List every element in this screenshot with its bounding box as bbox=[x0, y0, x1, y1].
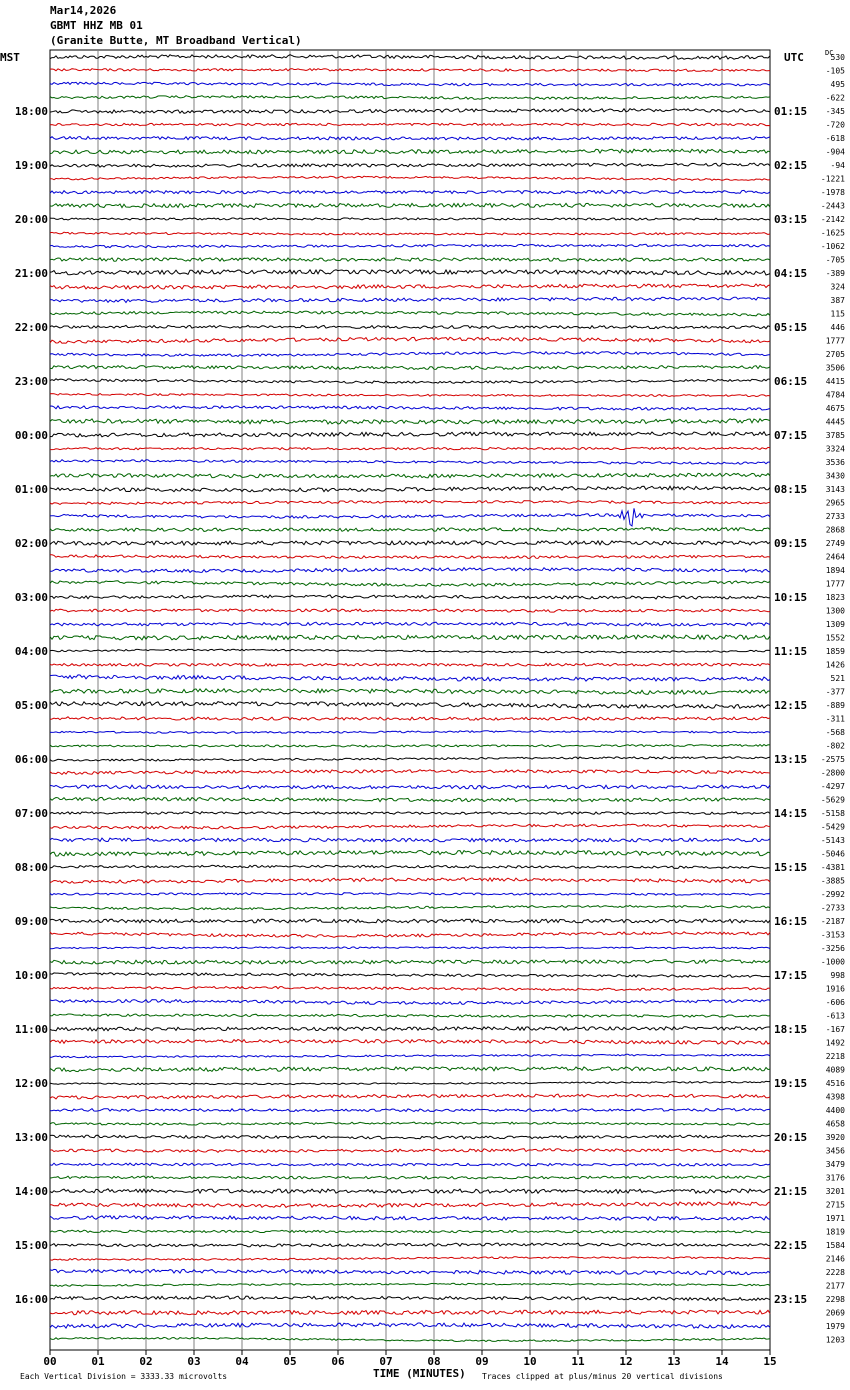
trace-line bbox=[50, 745, 770, 747]
trace-line bbox=[50, 486, 770, 492]
dc-offset-label: -5429 bbox=[820, 822, 845, 832]
dc-offset-label: 4675 bbox=[825, 404, 845, 413]
left-hour-label: 08:00 bbox=[14, 861, 48, 874]
x-tick-label: 12 bbox=[619, 1355, 633, 1368]
trace-line bbox=[50, 311, 770, 316]
x-tick-label: 08 bbox=[427, 1355, 441, 1368]
right-hour-label: 16:15 bbox=[774, 915, 808, 928]
dc-offset-label: 446 bbox=[830, 323, 845, 332]
dc-offset-label: 3506 bbox=[825, 363, 845, 373]
dc-offset-label: -2733 bbox=[820, 903, 845, 913]
dc-offset-label: 4516 bbox=[825, 1079, 845, 1088]
trace-line bbox=[50, 96, 770, 100]
dc-offset-label: 2228 bbox=[825, 1268, 845, 1277]
dc-offset-label: 3536 bbox=[825, 458, 845, 467]
right-hour-label: 11:15 bbox=[774, 645, 808, 658]
trace-line bbox=[50, 1269, 770, 1274]
trace-line bbox=[50, 893, 770, 896]
trace-line bbox=[50, 689, 770, 695]
dc-offset-label: 1777 bbox=[825, 579, 845, 589]
dc-offset-label: -705 bbox=[825, 255, 845, 265]
dc-offset-label: 4658 bbox=[825, 1119, 845, 1129]
right-hour-label: 18:15 bbox=[774, 1023, 808, 1036]
dc-offset-label: 4089 bbox=[825, 1065, 845, 1075]
dc-offset-label: 3201 bbox=[825, 1187, 845, 1196]
right-hour-label: 03:15 bbox=[774, 213, 808, 226]
dc-offset-label: 4784 bbox=[825, 390, 845, 400]
dc-offset-label: -3256 bbox=[820, 944, 845, 953]
dc-offset-label: 3324 bbox=[825, 444, 845, 454]
x-tick-label: 04 bbox=[235, 1355, 249, 1368]
trace-line bbox=[50, 244, 770, 247]
dc-offset-label: -904 bbox=[825, 147, 845, 157]
plot-frame bbox=[50, 50, 770, 1350]
right-hour-label: 10:15 bbox=[774, 591, 808, 604]
dc-offset-label: 998 bbox=[830, 971, 845, 980]
right-timezone-label: UTC bbox=[784, 51, 804, 64]
dc-offset-label: 521 bbox=[830, 674, 845, 683]
left-hour-label: 11:00 bbox=[14, 1023, 48, 1036]
dc-offset-label: 1426 bbox=[825, 660, 845, 670]
trace-line bbox=[50, 1135, 770, 1139]
trace-line bbox=[50, 1014, 770, 1017]
right-hour-label: 05:15 bbox=[774, 321, 808, 334]
dc-offset-label: 387 bbox=[830, 296, 845, 305]
dc-offset-label: 2298 bbox=[825, 1295, 845, 1304]
x-tick-label: 10 bbox=[523, 1355, 537, 1368]
trace-line bbox=[50, 595, 770, 599]
trace-line bbox=[50, 1067, 770, 1072]
dc-offset-label: -5158 bbox=[820, 809, 845, 818]
x-tick-label: 05 bbox=[283, 1355, 297, 1368]
dc-offset-label: -3153 bbox=[820, 930, 845, 940]
right-hour-label: 19:15 bbox=[774, 1077, 808, 1090]
trace-line bbox=[50, 702, 770, 709]
dc-offset-label: 3920 bbox=[825, 1133, 845, 1142]
trace-line bbox=[50, 797, 770, 801]
x-tick-label: 09 bbox=[475, 1355, 489, 1368]
left-hour-label: 09:00 bbox=[14, 915, 48, 928]
dc-offset-label: -4381 bbox=[820, 863, 845, 872]
left-hour-label: 22:00 bbox=[14, 321, 48, 334]
dc-offset-label: -345 bbox=[825, 107, 845, 116]
x-tick-label: 14 bbox=[715, 1355, 729, 1368]
dc-offset-label: 2177 bbox=[825, 1281, 845, 1291]
date-label: Mar14,2026 bbox=[50, 4, 117, 17]
trace-line bbox=[50, 649, 770, 653]
trace-line bbox=[50, 473, 770, 478]
dc-offset-label: 4400 bbox=[825, 1106, 845, 1115]
dc-offset-label: 1309 bbox=[825, 620, 845, 629]
trace-line bbox=[50, 541, 770, 545]
dc-offset-label: 1859 bbox=[825, 647, 845, 656]
trace-line bbox=[50, 757, 770, 761]
dc-offset-label: 1203 bbox=[825, 1335, 845, 1345]
trace-line bbox=[50, 432, 770, 437]
trace-line bbox=[50, 366, 770, 370]
dc-offset-label: -167 bbox=[825, 1025, 845, 1034]
right-hour-label: 20:15 bbox=[774, 1131, 808, 1144]
dc-offset-label: 4398 bbox=[825, 1092, 845, 1102]
trace-line bbox=[50, 635, 770, 640]
trace-line bbox=[50, 731, 770, 734]
dc-offset-label: -622 bbox=[825, 93, 845, 103]
x-tick-label: 06 bbox=[331, 1355, 345, 1368]
dc-offset-label: -2187 bbox=[820, 917, 845, 926]
trace-line bbox=[50, 1054, 770, 1057]
dc-header-label: DC bbox=[825, 49, 834, 57]
dc-offset-label: 4445 bbox=[825, 417, 845, 427]
trace-line bbox=[50, 1000, 770, 1005]
trace-line bbox=[50, 785, 770, 789]
trace-line bbox=[50, 325, 770, 328]
dc-offset-label: -720 bbox=[825, 120, 845, 130]
dc-offset-label: 1823 bbox=[825, 593, 845, 602]
dc-offset-label: -2142 bbox=[820, 215, 845, 224]
trace-line bbox=[50, 528, 770, 532]
dc-offset-label: -889 bbox=[825, 701, 845, 710]
trace-line bbox=[50, 352, 770, 357]
trace-line bbox=[50, 270, 770, 275]
x-tick-label: 01 bbox=[91, 1355, 105, 1368]
dc-offset-label: -389 bbox=[825, 269, 845, 278]
trace-line bbox=[50, 947, 770, 949]
dc-offset-label: 2069 bbox=[825, 1308, 845, 1318]
right-hour-label: 17:15 bbox=[774, 969, 808, 982]
trace-line bbox=[50, 82, 770, 86]
trace-line bbox=[50, 163, 770, 167]
trace-line bbox=[50, 1109, 770, 1112]
trace-line bbox=[50, 447, 770, 450]
trace-line bbox=[50, 770, 770, 775]
location-label: (Granite Butte, MT Broadband Vertical) bbox=[50, 34, 302, 47]
left-hour-label: 12:00 bbox=[14, 1077, 48, 1090]
trace-line bbox=[50, 69, 770, 72]
trace-line bbox=[50, 932, 770, 938]
trace-line bbox=[50, 824, 770, 829]
left-hour-label: 04:00 bbox=[14, 645, 48, 658]
trace-line bbox=[50, 501, 770, 505]
station-label: GBMT HHZ MB 01 bbox=[50, 19, 143, 32]
trace-line bbox=[50, 1094, 770, 1099]
trace-line bbox=[50, 1296, 770, 1301]
trace-line bbox=[50, 218, 770, 220]
right-hour-label: 23:15 bbox=[774, 1293, 808, 1306]
x-tick-label: 11 bbox=[571, 1355, 585, 1368]
trace-line bbox=[50, 1163, 770, 1166]
trace-line bbox=[50, 379, 770, 384]
trace-line bbox=[50, 109, 770, 114]
dc-offset-label: 3479 bbox=[825, 1160, 845, 1169]
x-tick-label: 13 bbox=[667, 1355, 681, 1368]
minute-grid bbox=[50, 50, 770, 1350]
dc-offset-label: 2749 bbox=[825, 539, 845, 548]
x-tick-label: 02 bbox=[139, 1355, 153, 1368]
left-hour-label: 20:00 bbox=[14, 213, 48, 226]
trace-line bbox=[50, 176, 770, 180]
trace-line bbox=[50, 297, 770, 302]
trace-line bbox=[50, 203, 770, 207]
trace-line bbox=[50, 1122, 770, 1125]
dc-offset-label: 3430 bbox=[825, 471, 845, 481]
trace-line bbox=[50, 838, 770, 842]
dc-offset-label: 1584 bbox=[825, 1241, 845, 1250]
dc-offset-label: 1916 bbox=[825, 984, 845, 994]
trace-line bbox=[50, 1027, 770, 1031]
dc-offset-label: 3143 bbox=[825, 485, 845, 494]
dc-offset-label: 1552 bbox=[825, 633, 845, 643]
trace-line bbox=[50, 123, 770, 126]
x-axis bbox=[43, 1350, 776, 1368]
trace-line bbox=[50, 406, 770, 410]
dc-offset-label: -105 bbox=[825, 66, 845, 76]
clip-footnote: Traces clipped at plus/minus 20 vertical divisions bbox=[482, 1372, 723, 1381]
dc-offset-label: -2443 bbox=[820, 201, 845, 211]
trace-line bbox=[50, 1323, 770, 1328]
trace-line bbox=[50, 460, 770, 465]
dc-offset-label: -1625 bbox=[820, 228, 845, 238]
dc-offset-label: 3456 bbox=[825, 1146, 845, 1156]
left-hour-label: 10:00 bbox=[14, 969, 48, 982]
dc-offset-label: 2146 bbox=[825, 1254, 845, 1264]
trace-line bbox=[50, 555, 770, 559]
trace-line bbox=[50, 865, 770, 868]
dc-offset-label: 2965 bbox=[825, 498, 845, 508]
dc-offset-label: 2715 bbox=[825, 1200, 845, 1210]
dc-offset-label: 1979 bbox=[825, 1322, 845, 1331]
dc-offset-label: -5629 bbox=[820, 795, 845, 805]
dc-offset-label: -1062 bbox=[820, 242, 845, 251]
trace-line bbox=[50, 1257, 770, 1261]
dc-offset-label: 530 bbox=[830, 53, 845, 62]
dc-offset-label: -568 bbox=[825, 728, 845, 737]
trace-line bbox=[50, 137, 770, 140]
x-axis-title: TIME (MINUTES) bbox=[373, 1367, 466, 1380]
trace-line bbox=[50, 851, 770, 857]
dc-offset-label: -1000 bbox=[820, 957, 845, 967]
dc-offset-label: 115 bbox=[830, 309, 845, 319]
right-hour-label: 06:15 bbox=[774, 375, 808, 388]
trace-line bbox=[50, 1310, 770, 1315]
dc-offset-label: 2705 bbox=[825, 350, 845, 359]
right-hour-label: 07:15 bbox=[774, 429, 808, 442]
trace-line bbox=[50, 419, 770, 424]
trace-line bbox=[50, 1230, 770, 1233]
dc-offset-label: -5046 bbox=[820, 849, 845, 859]
dc-offset-label: -1221 bbox=[820, 174, 845, 184]
dc-offset-label: 2218 bbox=[825, 1052, 845, 1061]
trace-line bbox=[50, 1337, 770, 1341]
dc-offset-label: -802 bbox=[825, 741, 845, 751]
right-hour-label: 13:15 bbox=[774, 753, 808, 766]
trace-line bbox=[50, 663, 770, 666]
trace-line bbox=[50, 149, 770, 154]
dc-offset-label: 1971 bbox=[825, 1214, 845, 1223]
dc-offset-label: -2992 bbox=[820, 890, 845, 899]
dc-offset-label: 2733 bbox=[825, 512, 845, 521]
hour-labels bbox=[15, 53, 845, 1345]
dc-offset-label: 2868 bbox=[825, 525, 845, 535]
trace-line bbox=[50, 919, 770, 923]
trace-line bbox=[50, 905, 770, 909]
left-hour-label: 16:00 bbox=[14, 1293, 48, 1306]
left-hour-label: 02:00 bbox=[14, 537, 48, 550]
trace-line bbox=[50, 812, 770, 815]
left-hour-label: 15:00 bbox=[14, 1239, 48, 1252]
dc-offset-label: 1300 bbox=[825, 606, 845, 616]
dc-offset-label: -2575 bbox=[820, 755, 845, 764]
left-hour-label: 03:00 bbox=[14, 591, 48, 604]
x-tick-label: 00 bbox=[43, 1355, 57, 1368]
dc-offset-label: 4415 bbox=[825, 377, 845, 386]
trace-line bbox=[50, 568, 770, 573]
trace-line bbox=[50, 987, 770, 991]
x-tick-label: 15 bbox=[763, 1355, 777, 1368]
trace-line bbox=[50, 258, 770, 261]
trace-line bbox=[50, 1202, 770, 1208]
dc-offset-label: 3176 bbox=[825, 1173, 845, 1183]
trace-line bbox=[50, 337, 770, 343]
dc-offset-label: -1978 bbox=[820, 188, 845, 197]
dc-offset-label: 3785 bbox=[825, 431, 845, 440]
right-hour-label: 14:15 bbox=[774, 807, 808, 820]
right-hour-label: 12:15 bbox=[774, 699, 808, 712]
dc-offset-label: -606 bbox=[825, 998, 845, 1007]
dc-offset-label: -613 bbox=[825, 1011, 845, 1021]
dc-offset-label: -5143 bbox=[820, 836, 845, 845]
dc-offset-label: 1819 bbox=[825, 1227, 845, 1237]
right-hour-label: 08:15 bbox=[774, 483, 808, 496]
left-hour-label: 06:00 bbox=[14, 753, 48, 766]
right-hour-label: 09:15 bbox=[774, 537, 808, 550]
trace-line bbox=[50, 675, 770, 681]
dc-offset-label: 1894 bbox=[825, 566, 845, 575]
x-tick-label: 03 bbox=[187, 1355, 201, 1368]
trace-line bbox=[50, 508, 770, 526]
left-hour-label: 07:00 bbox=[14, 807, 48, 820]
right-hour-label: 01:15 bbox=[774, 105, 808, 118]
dc-offset-label: 1492 bbox=[825, 1038, 845, 1048]
dc-offset-label: -2800 bbox=[820, 768, 845, 778]
trace-line bbox=[50, 1283, 770, 1286]
trace-line bbox=[50, 190, 770, 193]
trace-line bbox=[50, 284, 770, 289]
right-hour-label: 22:15 bbox=[774, 1239, 808, 1252]
right-hour-label: 02:15 bbox=[774, 159, 808, 172]
trace-line bbox=[50, 1040, 770, 1045]
left-hour-label: 21:00 bbox=[14, 267, 48, 280]
trace-line bbox=[50, 973, 770, 978]
trace-group bbox=[50, 55, 770, 1342]
left-hour-label: 14:00 bbox=[14, 1185, 48, 1198]
dc-offset-label: -4297 bbox=[820, 782, 845, 791]
left-hour-label: 23:00 bbox=[14, 375, 48, 388]
left-hour-label: 01:00 bbox=[14, 483, 48, 496]
dc-offset-label: 2464 bbox=[825, 552, 845, 562]
trace-line bbox=[50, 622, 770, 626]
trace-line bbox=[50, 55, 770, 60]
x-tick-label: 07 bbox=[379, 1355, 393, 1368]
trace-line bbox=[50, 232, 770, 235]
trace-line bbox=[50, 609, 770, 612]
trace-line bbox=[50, 394, 770, 397]
left-hour-label: 19:00 bbox=[14, 159, 48, 172]
scale-footnote: Each Vertical Division = 3333.33 microvolts bbox=[20, 1372, 228, 1381]
trace-line bbox=[50, 1243, 770, 1247]
left-hour-label: 13:00 bbox=[14, 1131, 48, 1144]
right-hour-label: 04:15 bbox=[774, 267, 808, 280]
trace-line bbox=[50, 717, 770, 720]
trace-line bbox=[50, 1216, 770, 1221]
trace-line bbox=[50, 1189, 770, 1194]
dc-offset-label: -94 bbox=[830, 161, 845, 170]
trace-line bbox=[50, 960, 770, 964]
left-timezone-label: MST bbox=[0, 51, 20, 64]
right-hour-label: 15:15 bbox=[774, 861, 808, 874]
dc-offset-label: 324 bbox=[830, 282, 845, 292]
trace-line bbox=[50, 878, 770, 883]
dc-offset-label: -311 bbox=[825, 714, 845, 724]
trace-line bbox=[50, 1176, 770, 1179]
left-hour-label: 05:00 bbox=[14, 699, 48, 712]
dc-offset-label: -618 bbox=[825, 134, 845, 143]
left-hour-label: 00:00 bbox=[14, 429, 48, 442]
left-hour-label: 18:00 bbox=[14, 105, 48, 118]
dc-offset-label: 1777 bbox=[825, 336, 845, 346]
trace-line bbox=[50, 1081, 770, 1084]
trace-line bbox=[50, 1149, 770, 1153]
right-hour-label: 21:15 bbox=[774, 1185, 808, 1198]
dc-offset-label: -377 bbox=[825, 687, 845, 697]
dc-offset-label: -3885 bbox=[820, 876, 845, 886]
dc-offset-label: 495 bbox=[830, 80, 845, 89]
trace-line bbox=[50, 581, 770, 587]
